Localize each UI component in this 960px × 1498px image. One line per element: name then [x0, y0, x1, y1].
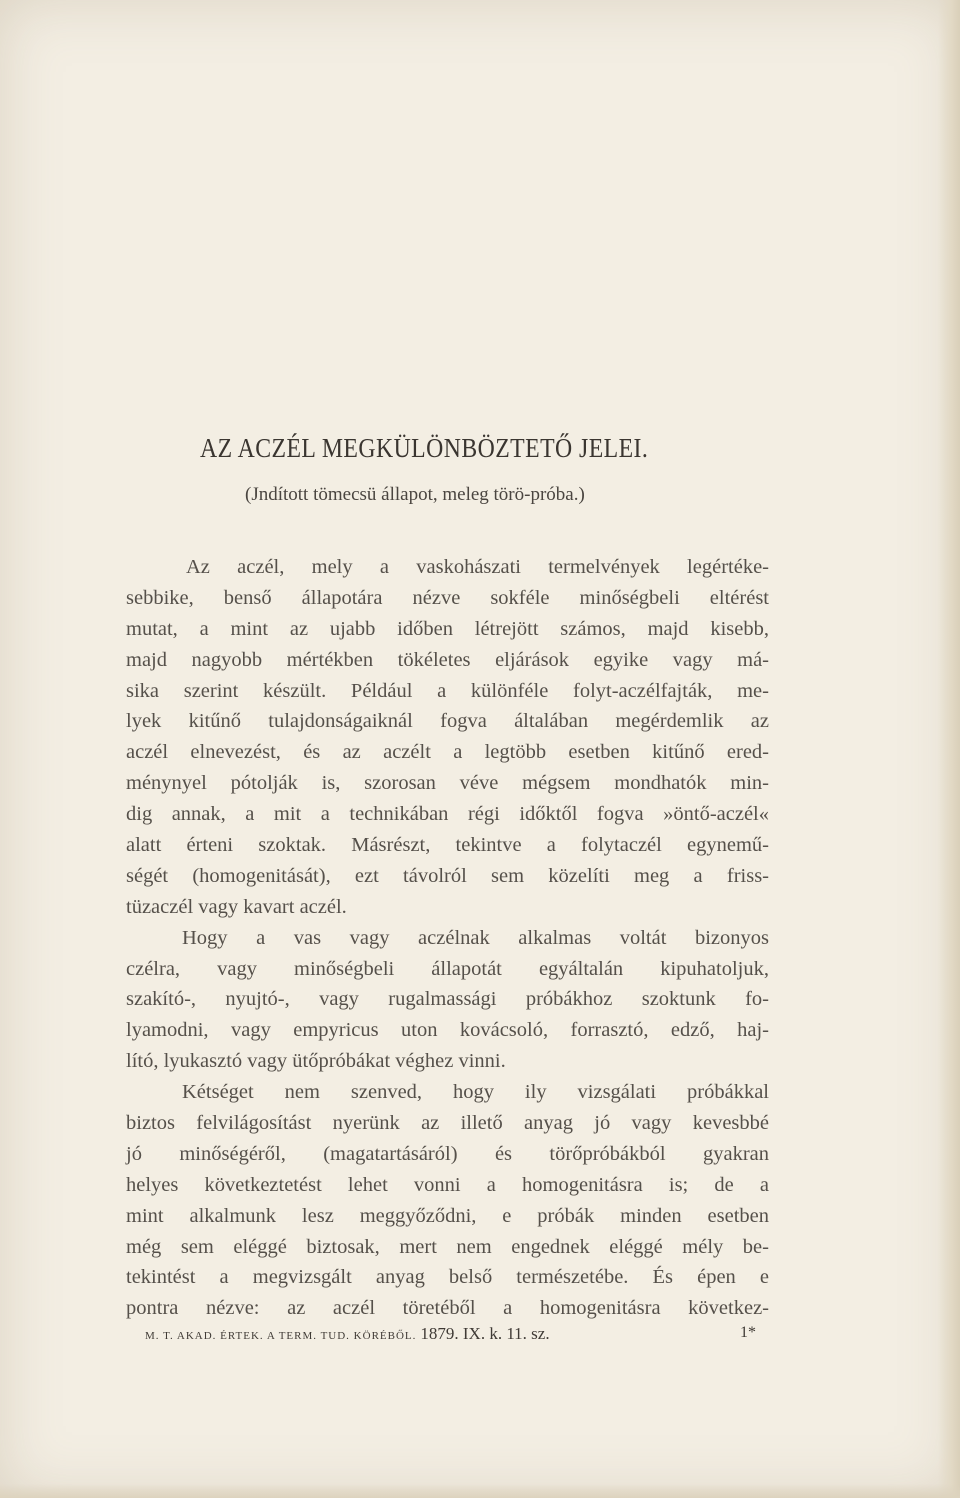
page-edge-right: [938, 0, 960, 1498]
text-line: aczél elnevezést, és az aczélt a legtöbb esetben kitűnő ered-: [126, 741, 769, 764]
text-line: dig annak, a mit a technikában régi időktől fogva »öntő-aczél«: [126, 803, 769, 826]
text-line: biztos felvilágosítást nyerünk az illető anyag jó vagy kevesbbé: [126, 1112, 769, 1135]
signature-mark: 1*: [740, 1324, 756, 1341]
text-line: lyamodni, vagy empyricus uton kovácsoló, forrasztó, edző, haj-: [126, 1019, 769, 1042]
text-line: lító, lyukasztó vagy ütőpróbákat véghez vinni.: [126, 1050, 506, 1073]
page-title: AZ ACZÉL MEGKÜLÖNBÖZTETŐ JELEI.: [200, 433, 649, 463]
text-line: tüzaczél vagy kavart aczél.: [126, 895, 347, 918]
text-line: ségét (homogenitását), ezt távolról sem közelíti meg a friss-: [126, 864, 769, 887]
text-line: sika szerint készült. Például a különféle folyt-aczélfajták, me-: [126, 679, 769, 702]
page-subtitle: (Jndított tömecsü állapot, meleg törö-próba.): [245, 484, 585, 505]
text-line: még sem eléggé biztosak, mert nem engednek eléggé mély be-: [126, 1235, 769, 1258]
text-line: czélra, vagy minőségbeli állapotát egyáltalán kipuhatoljuk,: [126, 957, 769, 980]
page-edge-bottom: [0, 1484, 960, 1498]
text-line: ménynyel pótolják is, szorosan véve mégsem mondhatók min-: [126, 772, 769, 795]
text-line: majd nagyobb mértékben tökéletes eljárások egyike vagy má-: [126, 648, 769, 671]
footer-issue: 1879. IX. k. 11. sz.: [420, 1324, 550, 1343]
text-line: Kétséget nem szenved, hogy ily vizsgálati próbákkal: [182, 1081, 769, 1104]
text-line: helyes következtetést lehet vonni a homogenitásra is; de a: [126, 1173, 769, 1196]
text-line: tekintést a megvizsgált anyag belső természetébe. És épen e: [126, 1266, 769, 1289]
footer-source: M. T. AKAD. ÉRTEK. A TERM. TUD. KÖRÉBŐL.: [145, 1330, 417, 1342]
text-line: sebbike, benső állapotára nézve sokféle minőségbeli eltérést: [126, 586, 769, 609]
text-line: jó minőségéről, (magatartásáról) és törőpróbákból gyakran: [126, 1142, 769, 1165]
text-line: Az aczél, mely a vaskohászati termelvények legértéke-: [186, 556, 769, 578]
text-line: Hogy a vas vagy aczélnak alkalmas voltát bizonyos: [182, 926, 769, 949]
text-line: alatt érteni szoktak. Másrészt, tekintve a folytaczél egynemű-: [126, 834, 769, 857]
text-line: mutat, a mint az ujabb időben létrejött számos, majd kisebb,: [126, 617, 769, 640]
page-footer: [145, 1324, 765, 1344]
text-line: szakító-, nyujtó-, vagy rugalmassági próbákhoz szoktunk fo-: [126, 988, 769, 1011]
text-line: lyek kitűnő tulajdonságaiknál fogva általában megérdemlik az: [126, 710, 769, 733]
text-line: mint alkalmunk lesz meggyőződni, e próbák minden esetben: [126, 1204, 769, 1227]
text-line: pontra nézve: az aczél töretéből a homogenitásra következ-: [126, 1297, 769, 1320]
body-text: [126, 552, 769, 1324]
